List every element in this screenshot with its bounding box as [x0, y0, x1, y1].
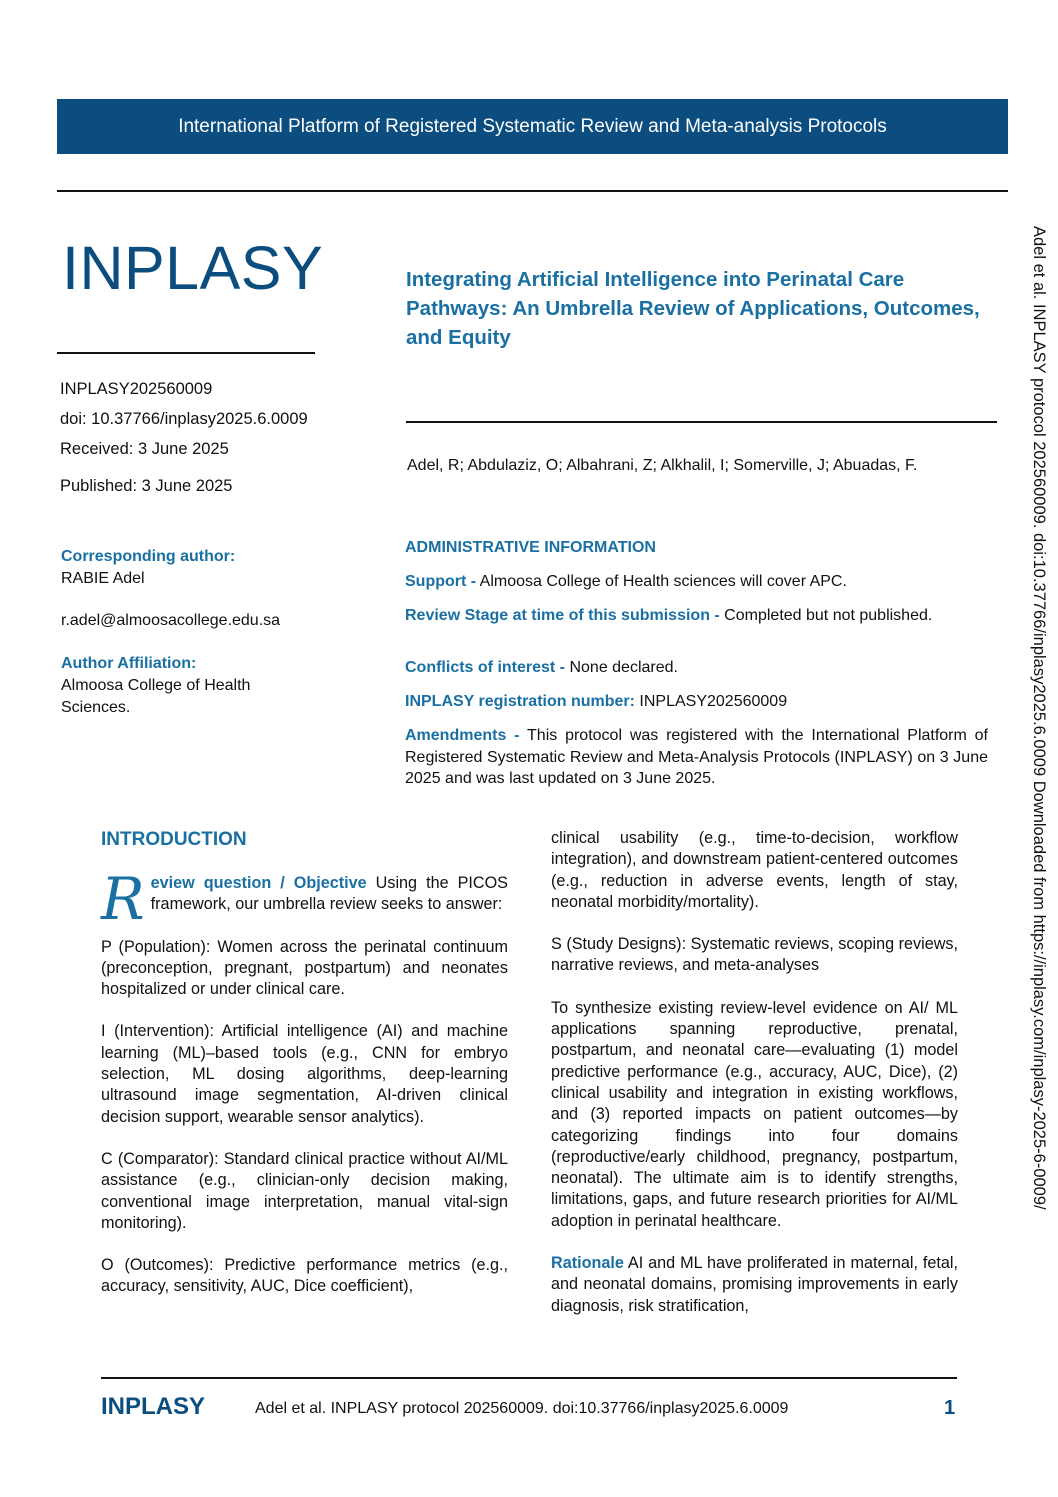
- author-list: Adel, R; Abdulaziz, O; Albahrani, Z; Alkhalil, I; Somerville, J; Abuadas, F.: [407, 457, 918, 474]
- author-affiliation: [61, 653, 301, 719]
- footer-rule: [101, 1377, 957, 1379]
- paper-title: Integrating Artificial Intelligence into Perinatal Care Pathways: An Umbrella Review of Applications, Outcomes, and Equity: [406, 268, 980, 349]
- header-banner: International Platform of Registered Systematic Review and Meta-analysis Protocols: [57, 99, 1008, 154]
- published-date: Published: 3 June 2025: [60, 477, 233, 495]
- brand-rule: [57, 352, 315, 354]
- synthesis-paragraph: To synthesize existing review-level evidence on AI/ ML applications spanning reproductive, prenatal, postpartum, and neonatal care—evaluating (1) model predictive performance (e.g., accuracy, AUC, Dice), (2) clinical usability and integration in existing workflows, and (3) reported impacts on patient outcomes—by categorizing findings into four domains (reproductive/early childhood, pregnancy, postpartum, neonatal). The ultimate aim is to identify strengths, limitations, gaps, and future research priorities for AI/ML adoption in perinatal healthcare.: [551, 998, 958, 1230]
- rationale-paragraph: [551, 1253, 958, 1317]
- corresponding-label: Corresponding author:: [61, 548, 236, 565]
- study-designs-paragraph: S (Study Designs): Systematic reviews, scoping reviews, narrative reviews, and meta-analyses: [551, 935, 958, 975]
- conflicts-row: [405, 657, 988, 679]
- support-label: Support -: [405, 573, 477, 590]
- registration-text: INPLASY202560009: [634, 693, 788, 710]
- conflicts-text: None declared.: [565, 659, 678, 676]
- admin-heading: ADMINISTRATIVE INFORMATION: [405, 539, 656, 556]
- conflicts-label: Conflicts of interest -: [405, 659, 566, 676]
- corresponding-name: RABIE Adel: [61, 570, 145, 587]
- review-stage-text: Completed but not published.: [719, 607, 933, 624]
- footer-citation: Adel et al. INPLASY protocol 202560009. doi:10.37766/inplasy2025.6.0009: [255, 1400, 789, 1417]
- corresponding-author: [61, 546, 280, 632]
- rationale-label: Rationale: [551, 1254, 624, 1273]
- footer-brand: INPLASY: [101, 1393, 206, 1420]
- amendments-text: This protocol was registered with the International Platform of Registered Systematic Review and Meta-Analysis Protocols (INPLASY) on 3 June 2025 and was last updated on 3 June 2025.: [405, 727, 989, 787]
- intervention-paragraph: I (Intervention): Artificial intelligence (AI) and machine learning (ML)–based tools (e.g., CNN for embryo selection, ML dosing algorithms, deep-learning ultrasound image segmentation, AI-driven clinical decision support, wearable sensor analytics).: [101, 1022, 508, 1126]
- affiliation-text: Almoosa College of Health Sciences.: [61, 677, 251, 716]
- review-stage-row: [405, 605, 988, 627]
- amendments-label: Amendments -: [405, 727, 520, 744]
- comparator-paragraph: C (Comparator): Standard clinical practice without AI/ML assistance (e.g., clinician-only decision making, conventional image interpretation, manual vital-sign monitoring).: [101, 1149, 508, 1232]
- introduction-heading: INTRODUCTION: [101, 829, 247, 850]
- dropcap: R: [101, 865, 145, 933]
- rationale-text: AI and ML have proliferated in maternal, fetal, and neonatal domains, promising improvements in early diagnosis, risk stratification,: [551, 1254, 958, 1315]
- left-column: [101, 865, 508, 1298]
- page-number: 1: [944, 1397, 956, 1419]
- review-question-text: Using the PICOS framework, our umbrella review seeks to answer:: [150, 874, 508, 914]
- support-text: Almoosa College of Health sciences will cover APC.: [476, 573, 847, 590]
- brand-logo: INPLASY: [62, 234, 324, 302]
- affiliation-label: Author Affiliation:: [61, 655, 197, 672]
- corresponding-email: r.adel@almoosacollege.edu.sa: [61, 612, 281, 629]
- doi: doi: 10.37766/inplasy2025.6.0009: [60, 410, 308, 428]
- outcomes-continued: clinical usability (e.g., time-to-decision, workflow integration), and downstream patient-centered outcomes (e.g., reduction in adverse events, length of stay, neonatal morbidity/mortality).: [551, 829, 958, 911]
- population-paragraph: P (Population): Women across the perinatal continuum (preconception, pregnant, postpartum) and neonates hospitalized or under clinical care.: [101, 937, 508, 999]
- protocol-id: INPLASY202560009: [60, 380, 213, 398]
- review-stage-label: Review Stage at time of this submission -: [405, 607, 720, 624]
- header-rule: [57, 190, 1008, 192]
- title-rule: [406, 421, 997, 423]
- right-column: [551, 828, 958, 1317]
- received-date: Received: 3 June 2025: [60, 440, 229, 458]
- registration-row: [405, 691, 988, 713]
- support-row: [405, 571, 988, 593]
- registration-label: INPLASY registration number:: [405, 693, 635, 710]
- outcomes-paragraph: O (Outcomes): Predictive performance metrics (e.g., accuracy, sensitivity, AUC, Dice coefficient),: [101, 1256, 508, 1296]
- review-question-label: eview question / Objective: [150, 874, 367, 892]
- review-question: [101, 865, 508, 933]
- amendments-row: [405, 725, 988, 790]
- side-citation: Adel et al. INPLASY protocol 202560009. doi:10.37766/inplasy2025.6.0009 Downloaded from https://inplasy.com/inplasy-2025-6-0009/: [1030, 226, 1048, 1210]
